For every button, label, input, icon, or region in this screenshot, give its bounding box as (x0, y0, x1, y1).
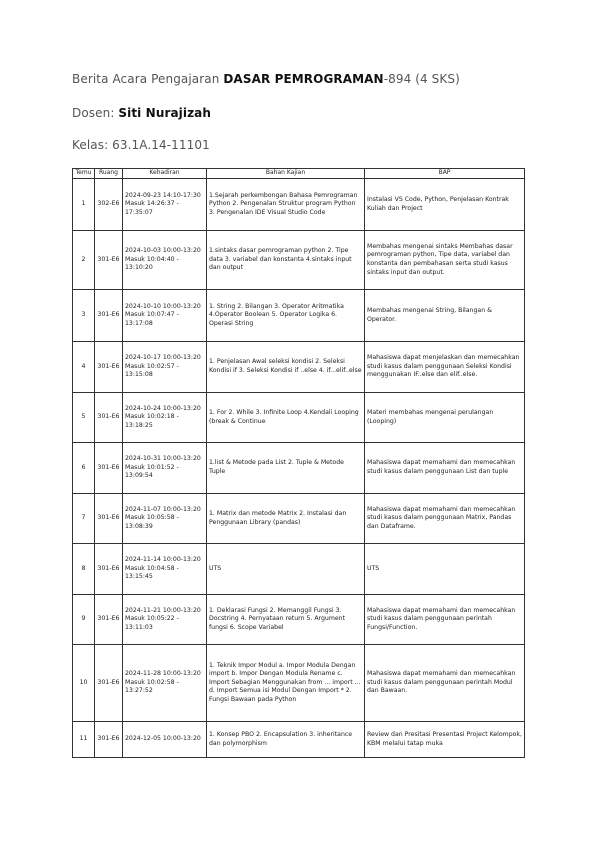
cell-ruang: 301-E6 (95, 393, 123, 443)
table-row (73, 595, 525, 645)
cell-kehadiran: 2024-11-07 10:00-13:20 Masuk 10:05:58 - 13:08:39 (123, 494, 207, 544)
lecturer-line (72, 106, 211, 120)
cell-temu: 6 (73, 443, 95, 494)
cell-ruang: 301-E6 (95, 342, 123, 393)
column-header-ruang: Ruang (95, 169, 123, 179)
cell-temu: 5 (73, 393, 95, 443)
cell-kehadiran: 2024-10-24 10:00-13:20 Masuk 10:02:18 - 13:18:25 (123, 393, 207, 443)
cell-ruang: 301-E6 (95, 722, 123, 758)
table-row (73, 231, 525, 290)
cell-bap: Review dan Presitasi Presentasi Project Kelompok, KBM melalui tatap muka (365, 722, 525, 758)
cell-kehadiran: 2024-11-14 10:00-13:20 Masuk 10:04:58 - 13:15:45 (123, 544, 207, 595)
cell-bahan-kajian: 1.sintaks dasar pemrograman python 2. Tipe data 3. variabel dan konstanta 4.sintaks input dan output (207, 231, 365, 290)
cell-ruang: 301-E6 (95, 544, 123, 595)
lecturer-name: Siti Nurajizah (118, 106, 212, 120)
cell-bahan-kajian: 1. Konsep PBO 2. Encapsulation 3. inheritance dan polymorphism (207, 722, 365, 758)
cell-bahan-kajian: 1. Deklarasi Fungsi 2. Memanggil Fungsi 3. Docstring 4. Pernyataan return 5. Argument fungsi 6. Scope Variabel (207, 595, 365, 645)
class-line (72, 138, 210, 152)
cell-bahan-kajian: UTS (207, 544, 365, 595)
cell-bap: Mahasiswa dapat memahami dan memecahkan studi kasus dalam penggunaan Matrix, Pandas dan Dataframe. (365, 494, 525, 544)
cell-kehadiran: 2024-10-17 10:00-13:20 Masuk 10:02:57 - 13:15:08 (123, 342, 207, 393)
cell-bap: Materi membahas mengenai perulangan (Looping) (365, 393, 525, 443)
lecturer-label: Dosen: (72, 106, 119, 120)
cell-ruang: 302-E6 (95, 179, 123, 231)
course-name: DASAR PEMROGRAMAN (223, 72, 384, 86)
cell-temu: 3 (73, 290, 95, 342)
cell-bahan-kajian: 1.list & Metode pada List 2. Tuple & Metode Tuple (207, 443, 365, 494)
cell-ruang: 301-E6 (95, 443, 123, 494)
table-row (73, 179, 525, 231)
cell-kehadiran: 2024-12-05 10:00-13:20 (123, 722, 207, 758)
cell-kehadiran: 2024-09-23 14:10-17:30 Masuk 14:26:37 - 17:35:07 (123, 179, 207, 231)
table-row (73, 393, 525, 443)
table-row (73, 443, 525, 494)
cell-bahan-kajian: 1.Sejarah perkembongan Bahasa Pemrograman Python 2. Pengenalan Struktur program Python 3. Pengenalan IDE Visual Studio Code (207, 179, 365, 231)
cell-bahan-kajian: 1. Teknik Impor Modul a. Impor Modula Dengan import b. Impor Dengan Modula Rename c. Import Sebagian Menggunakan from ... import ... d. Import Semua isi Modul Dengan Import * 2. Fungsi Bawaan pada Python (207, 645, 365, 722)
cell-temu: 1 (73, 179, 95, 231)
cell-temu: 7 (73, 494, 95, 544)
cell-bap: UTS (365, 544, 525, 595)
document-title (72, 72, 460, 86)
table-header-row (73, 169, 525, 179)
column-header-kehadiran: Kehadiran (123, 169, 207, 179)
cell-bap: Membahas mengenai String, Bilangan & Operator. (365, 290, 525, 342)
course-suffix: -894 (4 SKS) (383, 72, 460, 86)
cell-temu: 11 (73, 722, 95, 758)
cell-bap: Mahasiswa dapat menjelaskan dan memecahkan studi kasus dalam penggunaan Seleksi Kondisi menggunakan IF..else dan elif..else. (365, 342, 525, 393)
cell-ruang: 301-E6 (95, 231, 123, 290)
cell-kehadiran: 2024-10-31 10:00-13:20 Masuk 10:01:52 - 13:09:54 (123, 443, 207, 494)
cell-bap: Mahasiswa dapat memahami dan memecahkan studi kasus dalam penggunaan List dan tuple (365, 443, 525, 494)
cell-bap: Instalasi VS Code, Python, Penjelasan Kontrak Kuliah dan Project (365, 179, 525, 231)
cell-ruang: 301-E6 (95, 645, 123, 722)
cell-bahan-kajian: 1. Penjelasan Awal seleksi kondisi 2. Seleksi Kondisi if 3. Seleksi Kondisi if ..else 4. if...elif..else (207, 342, 365, 393)
class-label: Kelas: 63.1A.14-11101 (72, 138, 210, 152)
cell-temu: 8 (73, 544, 95, 595)
cell-bahan-kajian: 1. Matrix dan metode Matrix 2. Instalasi dan Penggunaan Library (pandas) (207, 494, 365, 544)
cell-kehadiran: 2024-11-21 10:00-13:20 Masuk 10:05:22 - 13:11:03 (123, 595, 207, 645)
cell-bap: Membahas mengenai sintaks Membahas dasar pemrograman python, Tipe data, variabel dan konstanta dan pembahasan serta studi kasus sintaks input dan output. (365, 231, 525, 290)
cell-kehadiran: 2024-10-03 10:00-13:20 Masuk 10:04:40 - 13:10:20 (123, 231, 207, 290)
title-prefix: Berita Acara Pengajaran (72, 72, 224, 86)
table-row (73, 544, 525, 595)
table-row (73, 494, 525, 544)
cell-ruang: 301-E6 (95, 290, 123, 342)
cell-bahan-kajian: 1. For 2. While 3. Infinite Loop 4.Kendali Looping (break & Continue (207, 393, 365, 443)
table-row (73, 342, 525, 393)
column-header-bap: BAP (365, 169, 525, 179)
cell-temu: 10 (73, 645, 95, 722)
column-header-bahan-kajian: Bahan Kajian (207, 169, 365, 179)
table-row (73, 290, 525, 342)
cell-kehadiran: 2024-11-28 10:00-13:20 Masuk 10:02:58 - 13:27:52 (123, 645, 207, 722)
cell-temu: 4 (73, 342, 95, 393)
table-row (73, 645, 525, 722)
cell-kehadiran: 2024-10-10 10:00-13:20 Masuk 10:07:47 - 13:17:08 (123, 290, 207, 342)
table-row (73, 722, 525, 758)
cell-ruang: 301-E6 (95, 595, 123, 645)
teaching-record-table (72, 168, 525, 758)
cell-bap: Mahasiswa dapat memahami dan memecahkan studi kasus dalam penggunaan perintah Fungsi/Function. (365, 595, 525, 645)
cell-temu: 2 (73, 231, 95, 290)
cell-ruang: 301-E6 (95, 494, 123, 544)
column-header-temu: Temu (73, 169, 95, 179)
cell-bahan-kajian: 1. String 2. Bilangan 3. Operator Aritmatika 4.Operator Boolean 5. Operator Logika 6. Operasi String (207, 290, 365, 342)
cell-bap: Mahasiswa dapat memahami dan memecahkan studi kasus dalam penggunaan perintah Modul dan Bawaan. (365, 645, 525, 722)
cell-temu: 9 (73, 595, 95, 645)
